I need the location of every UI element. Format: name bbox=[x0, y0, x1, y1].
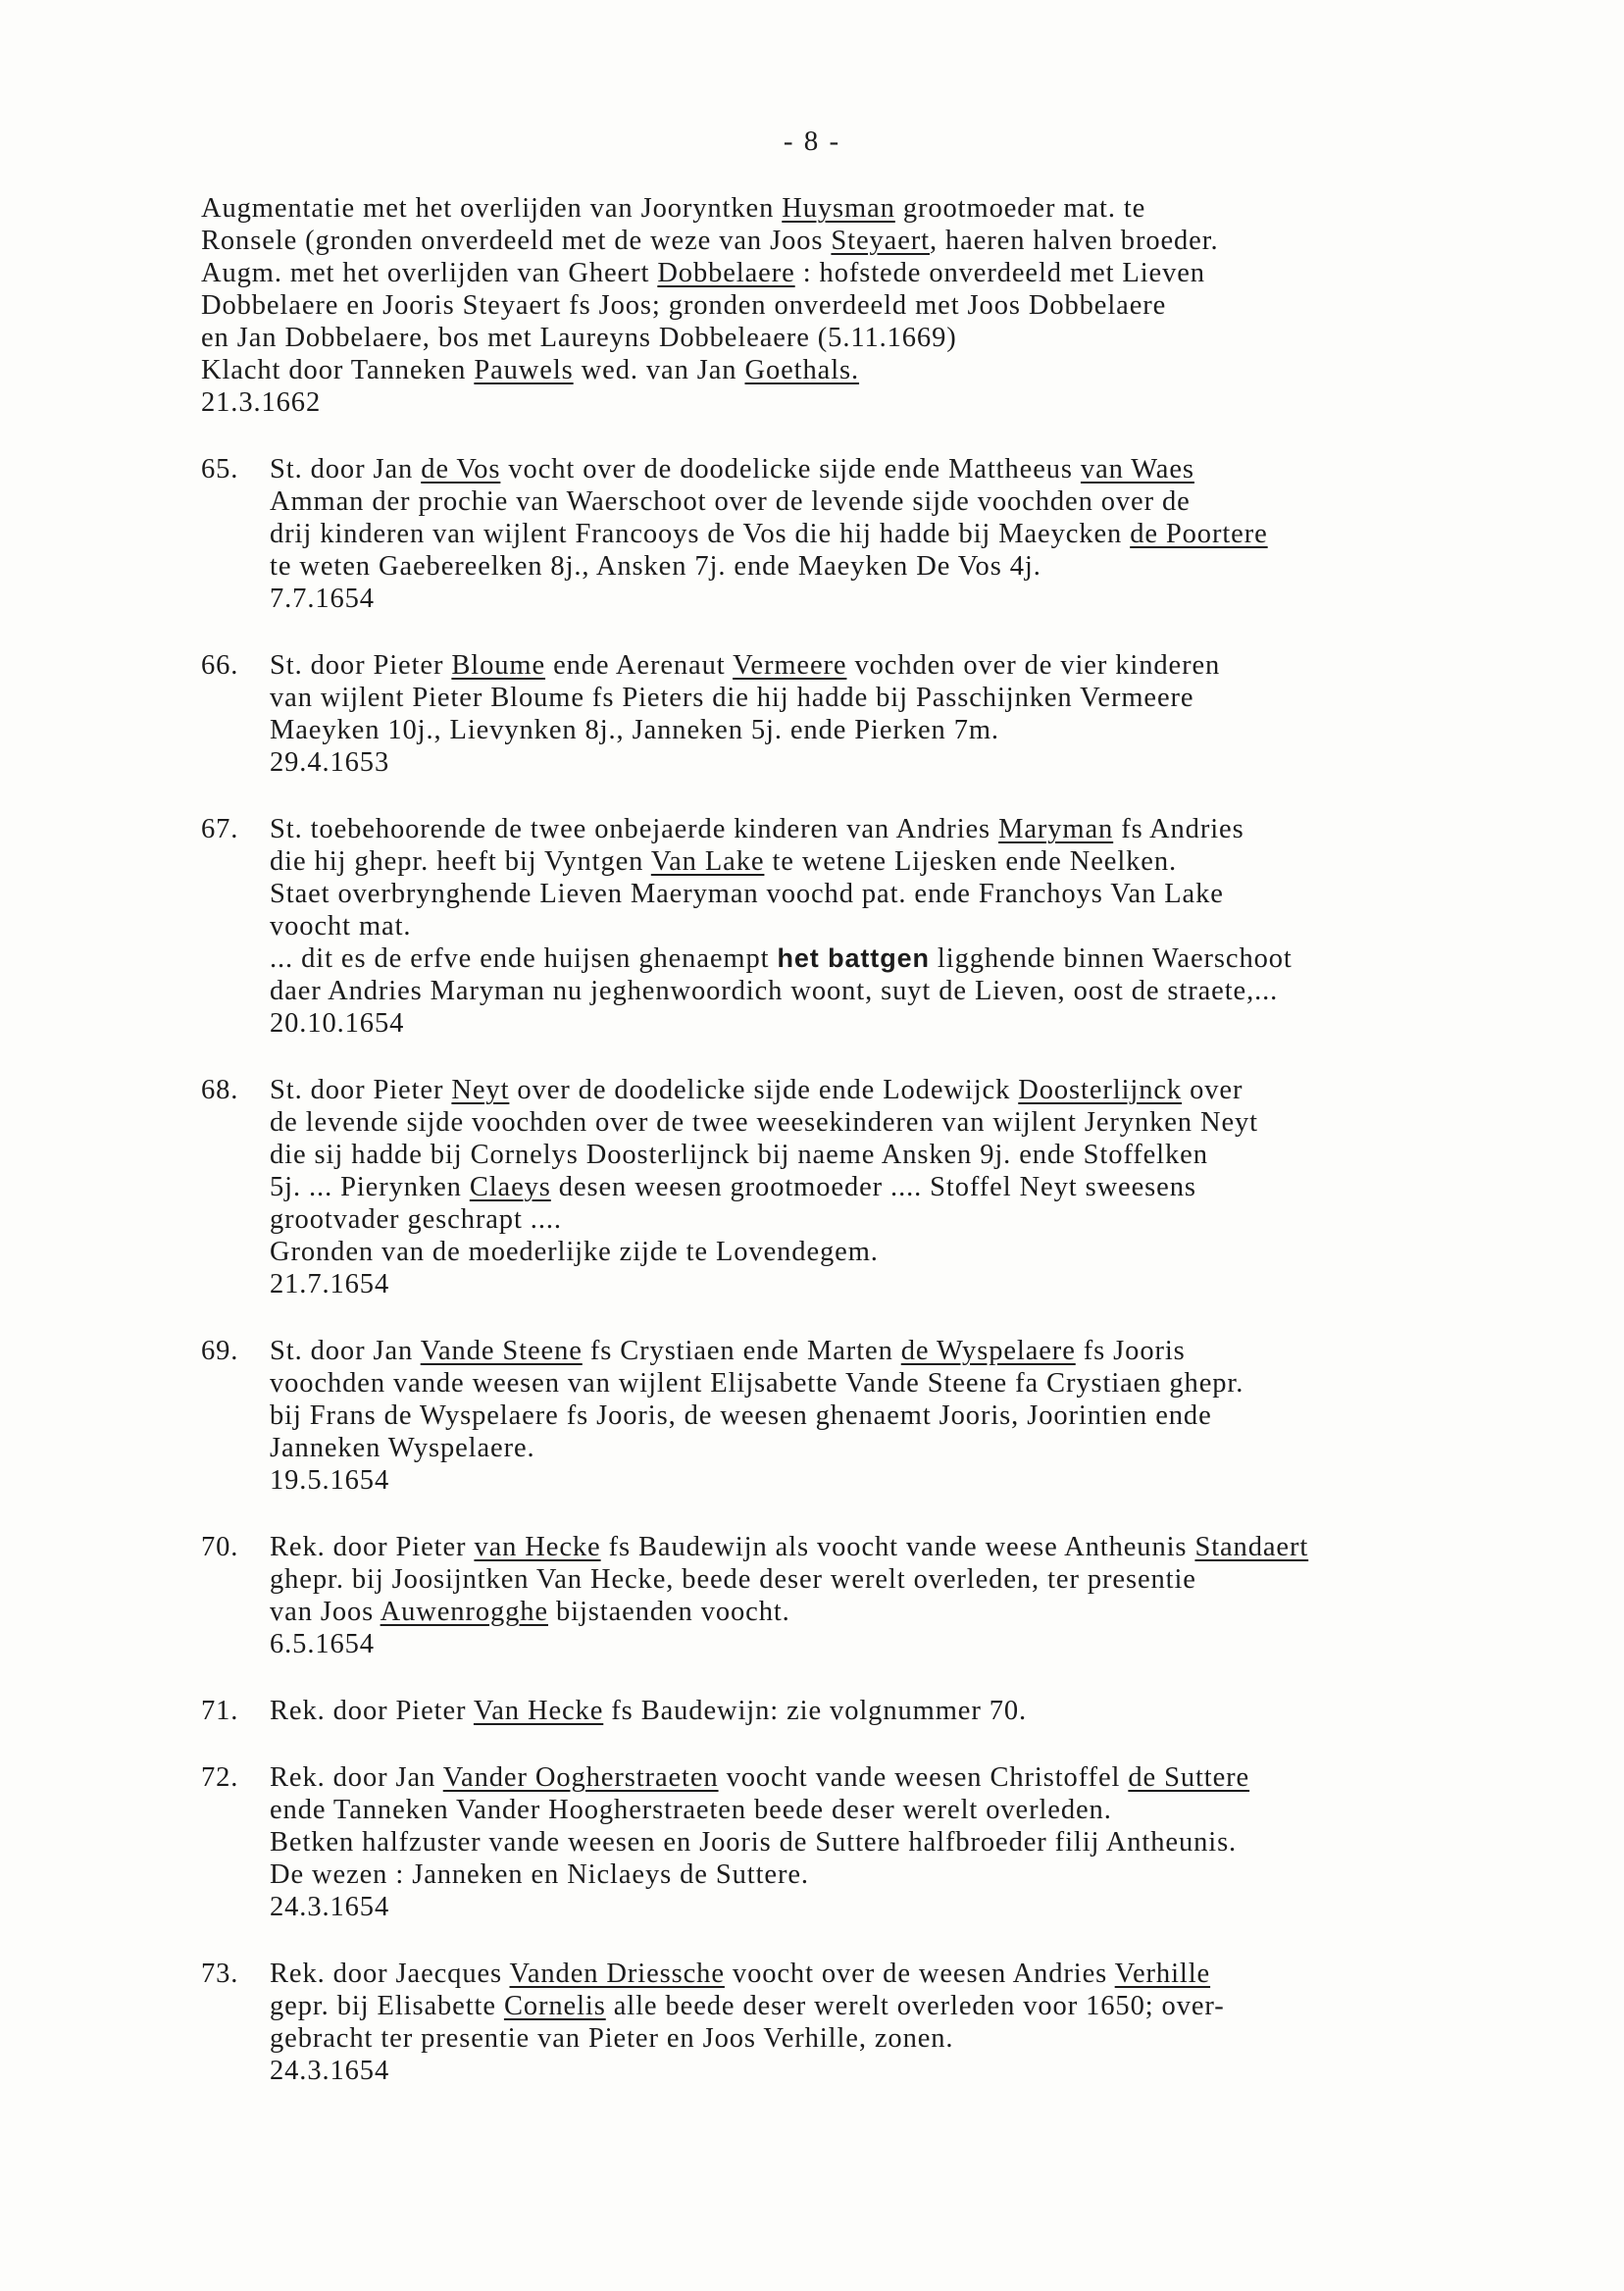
underlined-name: Bloume bbox=[451, 650, 546, 681]
text-line bbox=[270, 1596, 1574, 1628]
text-segment: Rek. door Pieter bbox=[270, 1532, 475, 1562]
text-line bbox=[270, 878, 1574, 910]
text-segment: 7.7.1654 bbox=[270, 584, 375, 614]
text-line bbox=[270, 1826, 1574, 1858]
text-segment: vocht over de doodelicke sijde ende Mattheeus bbox=[500, 454, 1081, 484]
text-segment: Gronden van de moederlijke zijde te Lovendegem. bbox=[270, 1237, 879, 1267]
text-line bbox=[270, 583, 1574, 615]
text-segment: voochden vande weesen van wijlent Elijsabette Vande Steene fa Crystiaen ghepr. bbox=[270, 1368, 1244, 1399]
text-segment: fs Jooris bbox=[1075, 1336, 1186, 1366]
text-line bbox=[270, 1432, 1574, 1464]
underlined-name: de Suttere bbox=[1128, 1762, 1250, 1793]
text-line bbox=[270, 1335, 1574, 1367]
underlined-name: Steyaert bbox=[831, 226, 930, 256]
text-line bbox=[270, 2055, 1574, 2087]
text-segment: St. door Pieter bbox=[270, 1075, 452, 1105]
entry-item bbox=[201, 1958, 1574, 2087]
text-segment: Augmentatie met het overlijden van Jooryntken bbox=[201, 193, 783, 224]
text-segment: St. door Jan bbox=[270, 454, 422, 484]
text-segment: 20.10.1654 bbox=[270, 1008, 405, 1039]
text-line bbox=[270, 485, 1574, 518]
text-segment: Maeyken 10j., Lievynken 8j., Janneken 5j. ende Pierken 7m. bbox=[270, 715, 999, 745]
entry-item bbox=[201, 1531, 1574, 1660]
text-segment: 29.4.1653 bbox=[270, 747, 390, 778]
text-line bbox=[201, 257, 1574, 289]
entry-item bbox=[201, 1695, 1574, 1727]
underlined-name: Huysman bbox=[782, 193, 895, 224]
text-segment: te wetene Lijesken ende Neelken. bbox=[764, 846, 1178, 877]
text-line bbox=[270, 1074, 1574, 1106]
text-line bbox=[270, 1794, 1574, 1826]
text-segment: ende Tanneken Vander Hoogherstraeten beede deser werelt overleden. bbox=[270, 1795, 1112, 1825]
text-segment: St. door Jan bbox=[270, 1336, 421, 1366]
underlined-name: de Vos bbox=[421, 454, 501, 484]
entry-number: 70. bbox=[201, 1532, 239, 1562]
entry-item bbox=[201, 1074, 1574, 1300]
text-line bbox=[270, 1106, 1574, 1139]
text-segment: Betken halfzuster vande weesen en Jooris de Suttere halfbroeder filij Antheunis. bbox=[270, 1827, 1238, 1858]
text-line bbox=[270, 942, 1574, 975]
entry-item bbox=[201, 1335, 1574, 1497]
underlined-name: Goethals. bbox=[744, 355, 860, 385]
underlined-name: Van Lake bbox=[650, 846, 765, 877]
text-segment: grootmoeder mat. te bbox=[894, 193, 1146, 224]
text-line bbox=[270, 518, 1574, 550]
text-line bbox=[270, 1761, 1574, 1794]
text-segment: alle beede deser werelt overleden voor 1650; over- bbox=[605, 1991, 1225, 2021]
text-segment: Amman der prochie van Waerschoot over de levende sijde voochden over de bbox=[270, 486, 1191, 517]
text-line bbox=[270, 1367, 1574, 1400]
text-line bbox=[270, 1464, 1574, 1497]
text-segment: Staet overbrynghende Lieven Maeryman voochd pat. ende Franchoys Van Lake bbox=[270, 879, 1224, 909]
entry-item bbox=[201, 813, 1574, 1040]
text-segment: ligghende binnen Waerschoot bbox=[929, 943, 1293, 974]
intro-block bbox=[201, 192, 1574, 419]
entry-number: 69. bbox=[201, 1336, 239, 1366]
text-line bbox=[270, 714, 1574, 746]
text-segment: 19.5.1654 bbox=[270, 1465, 390, 1496]
document-body bbox=[201, 192, 1574, 2087]
entry-number: 65. bbox=[201, 454, 239, 484]
text-segment: voocht over de weesen Andries bbox=[724, 1959, 1115, 1989]
text-line bbox=[270, 1958, 1574, 1990]
text-segment: die sij hadde bij Cornelys Doosterlijnck bij naeme Ansken 9j. ende Stoffelken bbox=[270, 1140, 1208, 1170]
underlined-name: de Wyspelaere bbox=[900, 1336, 1076, 1366]
underlined-name: Claeys bbox=[469, 1172, 551, 1202]
text-segment: St. door Pieter bbox=[270, 650, 452, 681]
underlined-name: Vander Oogherstraeten bbox=[442, 1762, 719, 1793]
text-segment: 21.3.1662 bbox=[201, 387, 322, 418]
entry-number: 71. bbox=[201, 1696, 239, 1726]
text-segment: Ronsele (gronden onverdeeld met de weze van Joos bbox=[201, 226, 832, 256]
text-segment: Augm. met het overlijden van Gheert bbox=[201, 258, 658, 288]
text-line bbox=[270, 1171, 1574, 1203]
text-segment: Rek. door Pieter bbox=[270, 1696, 474, 1726]
text-segment: daer Andries Maryman nu jeghenwoordich woont, suyt de Lieven, oost de straete,... bbox=[270, 976, 1279, 1006]
text-line bbox=[201, 289, 1574, 322]
text-line bbox=[201, 354, 1574, 386]
entry-number: 66. bbox=[201, 650, 239, 681]
text-line bbox=[270, 1203, 1574, 1236]
text-segment: 24.3.1654 bbox=[270, 1892, 390, 1922]
text-line bbox=[270, 1007, 1574, 1040]
text-segment: 24.3.1654 bbox=[270, 2056, 390, 2086]
text-line bbox=[270, 1990, 1574, 2022]
text-segment: 21.7.1654 bbox=[270, 1269, 390, 1299]
text-segment: fs Crystiaen ende Marten bbox=[582, 1336, 901, 1366]
underlined-name: van Hecke bbox=[474, 1532, 601, 1562]
text-segment: 5j. ... Pierynken bbox=[270, 1172, 470, 1202]
text-segment: de levende sijde voochden over de twee weesekinderen van wijlent Jerynken Neyt bbox=[270, 1107, 1258, 1138]
text-segment: over bbox=[1182, 1075, 1243, 1105]
underlined-name: Standaert bbox=[1194, 1532, 1309, 1562]
text-segment: Klacht door Tanneken bbox=[201, 355, 475, 385]
underlined-name: van Waes bbox=[1080, 454, 1194, 484]
underlined-name: Maryman bbox=[998, 814, 1114, 844]
text-segment: en Jan Dobbelaere, bos met Laureyns Dobbeleaere (5.11.1669) bbox=[201, 323, 957, 353]
text-segment: van wijlent Pieter Bloume fs Pieters die hij hadde bij Passchijnken Vermeere bbox=[270, 683, 1194, 713]
text-line bbox=[270, 2022, 1574, 2055]
text-segment: vochden over de vier kinderen bbox=[846, 650, 1221, 681]
underlined-name: Van Hecke bbox=[473, 1696, 604, 1726]
entry-item bbox=[201, 453, 1574, 615]
text-line bbox=[270, 1236, 1574, 1268]
text-line bbox=[270, 682, 1574, 714]
text-line bbox=[270, 910, 1574, 942]
text-segment: gepr. bij Elisabette bbox=[270, 1991, 504, 2021]
underlined-name: Doosterlijnck bbox=[1018, 1075, 1183, 1105]
text-line bbox=[270, 649, 1574, 682]
text-line bbox=[270, 550, 1574, 583]
text-line bbox=[270, 1628, 1574, 1660]
text-segment: van Joos bbox=[270, 1597, 381, 1627]
underlined-name: Verhille bbox=[1114, 1959, 1211, 1989]
text-line bbox=[270, 813, 1574, 845]
text-line bbox=[201, 322, 1574, 354]
text-segment: wed. van Jan bbox=[573, 355, 745, 385]
text-segment: Dobbelaere en Jooris Steyaert fs Joos; gronden onverdeeld met Joos Dobbelaere bbox=[201, 290, 1167, 321]
text-segment: Rek. door Jan bbox=[270, 1762, 443, 1793]
text-segment: De wezen : Janneken en Niclaeys de Suttere. bbox=[270, 1859, 809, 1890]
entry-number: 73. bbox=[201, 1959, 239, 1989]
text-segment: bijstaenden voocht. bbox=[547, 1597, 790, 1627]
text-segment: desen weesen grootmoeder .... Stoffel Neyt sweesens bbox=[550, 1172, 1196, 1202]
underlined-name: Vermeere bbox=[733, 650, 847, 681]
text-segment: fs Baudewijn: zie volgnummer 70. bbox=[603, 1696, 1028, 1726]
text-line bbox=[201, 225, 1574, 257]
underlined-name: Cornelis bbox=[503, 1991, 606, 2021]
text-segment: voocht vande weesen Christoffel bbox=[718, 1762, 1129, 1793]
text-line bbox=[270, 1891, 1574, 1923]
text-line bbox=[270, 845, 1574, 878]
text-segment: : hofstede onverdeeld met Lieven bbox=[794, 258, 1205, 288]
underlined-name: Auwenrogghe bbox=[380, 1597, 548, 1627]
entry-list bbox=[201, 453, 1574, 2087]
underlined-name: Pauwels bbox=[474, 355, 574, 385]
text-segment: die hij ghepr. heeft bij Vyntgen bbox=[270, 846, 651, 877]
text-line bbox=[270, 1695, 1574, 1727]
text-line bbox=[270, 1563, 1574, 1596]
text-segment: Janneken Wyspelaere. bbox=[270, 1433, 535, 1463]
text-line bbox=[270, 1531, 1574, 1563]
text-segment: ghepr. bij Joosijntken Van Hecke, beede deser werelt overleden, ter presentie bbox=[270, 1564, 1196, 1595]
text-segment: voocht mat. bbox=[270, 911, 412, 942]
text-segment: fs Andries bbox=[1113, 814, 1244, 844]
underlined-name: de Poortere bbox=[1130, 519, 1268, 549]
text-line bbox=[270, 1858, 1574, 1891]
text-segment: 6.5.1654 bbox=[270, 1629, 375, 1659]
text-line bbox=[270, 975, 1574, 1007]
underlined-name: Dobbelaere bbox=[657, 258, 795, 288]
text-segment: Rek. door Jaecques bbox=[270, 1959, 510, 1989]
entry-number: 72. bbox=[201, 1762, 239, 1793]
underlined-name: Vanden Driessche bbox=[509, 1959, 725, 1989]
entry-item bbox=[201, 649, 1574, 779]
text-segment: grootvader geschrapt .... bbox=[270, 1204, 562, 1235]
text-segment: bij Frans de Wyspelaere fs Jooris, de weesen ghenaemt Jooris, Joorintien ende bbox=[270, 1400, 1212, 1431]
page-number: - 8 - bbox=[783, 126, 841, 157]
text-segment: St. toebehoorende de twee onbejaerde kinderen van Andries bbox=[270, 814, 999, 844]
underlined-name: Vande Steene bbox=[420, 1336, 583, 1366]
text-segment: ... dit es de erfve ende huijsen ghenaempt bbox=[270, 943, 778, 974]
bold-text: het battgen bbox=[777, 943, 930, 973]
text-line bbox=[270, 1268, 1574, 1300]
text-segment: drij kinderen van wijlent Francooys de Vos die hij hadde bij Maeycken bbox=[270, 519, 1131, 549]
text-segment: te weten Gaebereelken 8j., Ansken 7j. ende Maeyken De Vos 4j. bbox=[270, 551, 1041, 582]
text-line bbox=[270, 746, 1574, 779]
text-segment: gebracht ter presentie van Pieter en Joos Verhille, zonen. bbox=[270, 2023, 954, 2054]
text-segment: over de doodelicke sijde ende Lodewijck bbox=[509, 1075, 1019, 1105]
text-segment: ende Aerenaut bbox=[545, 650, 734, 681]
text-line bbox=[270, 453, 1574, 485]
entry-number: 68. bbox=[201, 1075, 239, 1105]
underlined-name: Neyt bbox=[451, 1075, 510, 1105]
text-line bbox=[201, 386, 1574, 419]
text-line bbox=[201, 192, 1574, 225]
text-segment: fs Baudewijn als voocht vande weese Antheunis bbox=[600, 1532, 1195, 1562]
text-line bbox=[270, 1139, 1574, 1171]
entry-item bbox=[201, 1761, 1574, 1923]
entry-number: 67. bbox=[201, 814, 239, 844]
text-line bbox=[270, 1400, 1574, 1432]
text-segment: , haeren halven broeder. bbox=[929, 226, 1219, 256]
